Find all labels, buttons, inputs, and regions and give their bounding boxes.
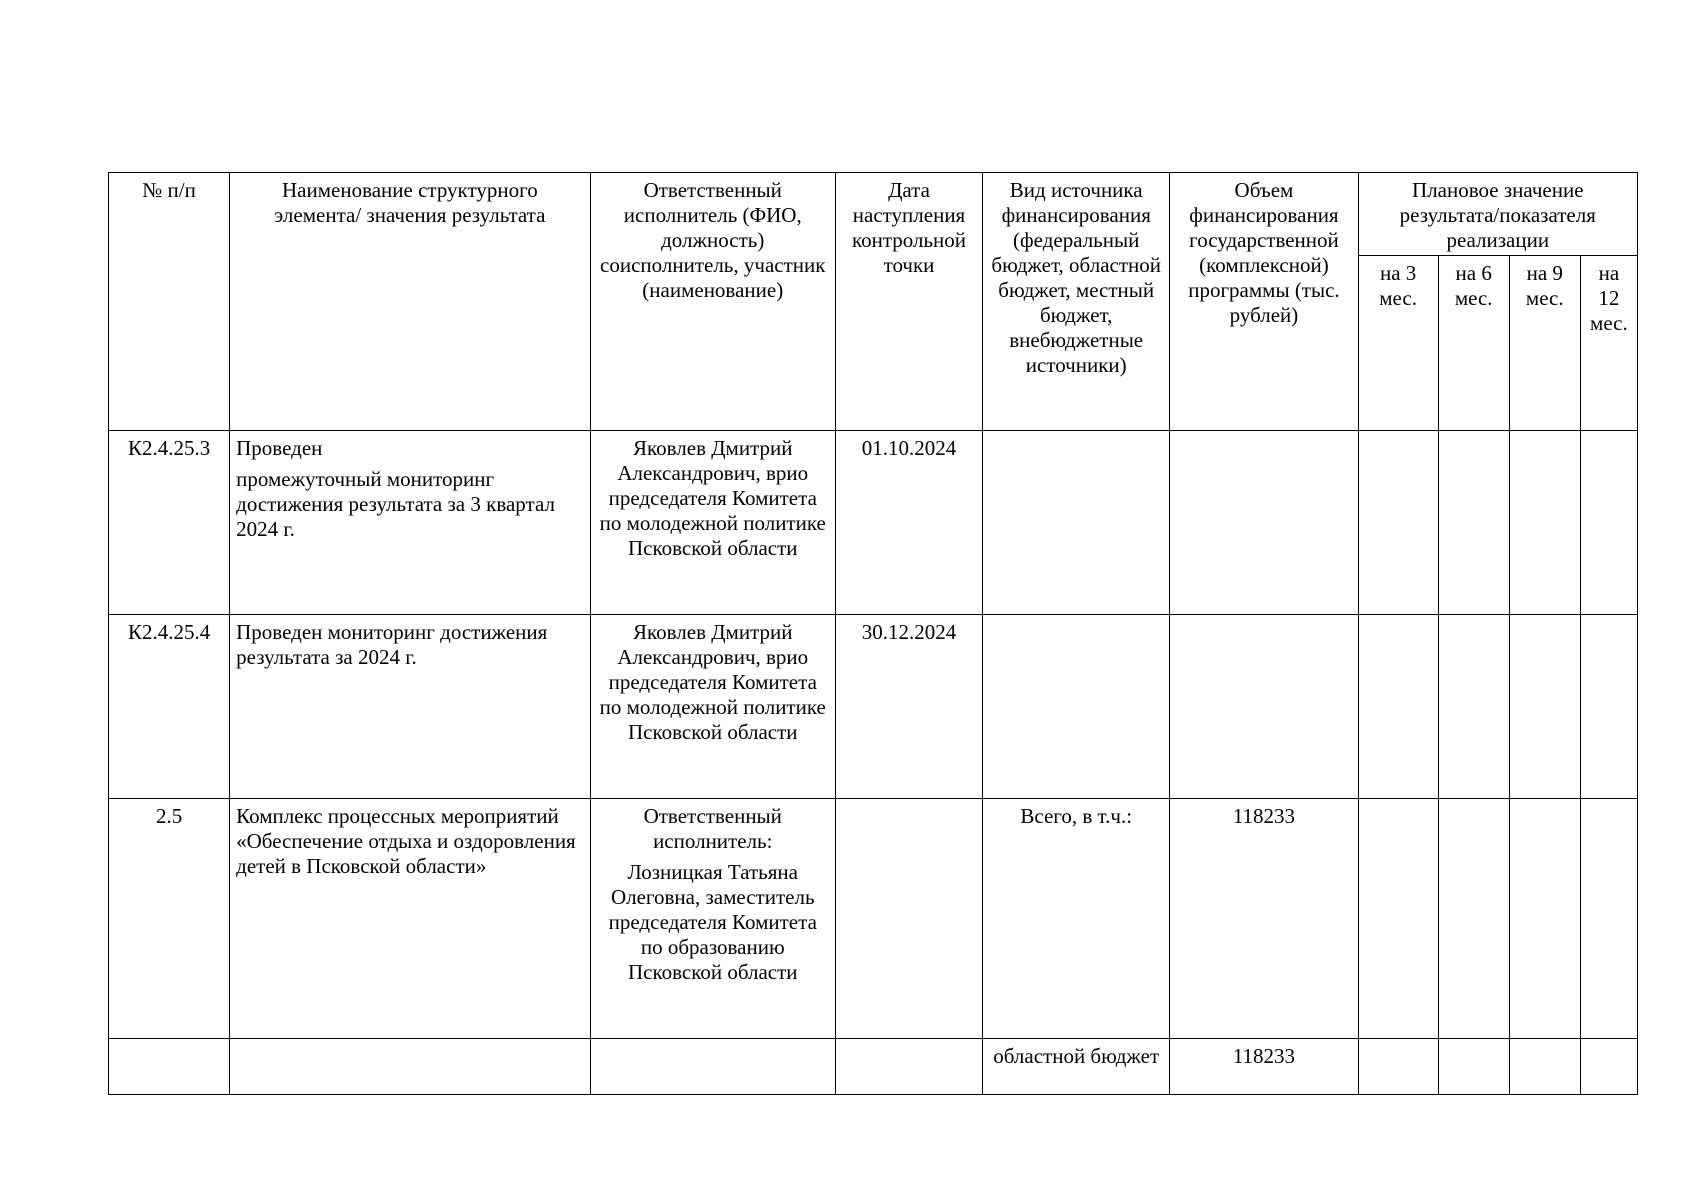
row-source: [983, 431, 1170, 615]
header-planned: Плановое значение результата/показателя реализации: [1358, 173, 1637, 256]
row-name-line2: промежуточный мониторинг достижения результата за 3 квартал 2024 г.: [236, 467, 555, 541]
row-q3: [1358, 1039, 1438, 1095]
table-header: [109, 173, 1638, 431]
responsible-label: Ответственный исполнитель:: [643, 804, 782, 853]
row-responsible: [590, 799, 835, 1039]
row-volume: 118233: [1170, 1039, 1358, 1095]
row-source: Всего, в т.ч.:: [983, 799, 1170, 1039]
plan-table: [108, 172, 1638, 1095]
row-num: К2.4.25.3: [109, 431, 230, 615]
row-q12: [1580, 1039, 1637, 1095]
row-source: областной бюджет: [983, 1039, 1170, 1095]
row-q9: [1509, 1039, 1580, 1095]
row-name: [230, 1039, 590, 1095]
row-source: [983, 615, 1170, 799]
header-num: № п/п: [109, 173, 230, 431]
row-q9: [1509, 431, 1580, 615]
row-date: [835, 799, 982, 1039]
row-q12: [1580, 431, 1637, 615]
row-q9: [1509, 799, 1580, 1039]
row-name: [230, 431, 590, 615]
table-row: [109, 1039, 1638, 1095]
header-name: Наименование структурного элемента/ значения результата: [230, 173, 590, 431]
table-row: [109, 799, 1638, 1039]
header-volume: Объем финансирования государственной (комплексной) программы (тыс. рублей): [1170, 173, 1358, 431]
row-date: 01.10.2024: [835, 431, 982, 615]
table-row: [109, 615, 1638, 799]
row-num: 2.5: [109, 799, 230, 1039]
row-q6: [1438, 615, 1509, 799]
row-volume: [1170, 431, 1358, 615]
header-row: [109, 173, 1638, 256]
row-q6: [1438, 799, 1509, 1039]
header-date: Дата наступления контрольной точки: [835, 173, 982, 431]
header-source: Вид источника финансирования (федеральный бюджет, областной бюджет, местный бюджет, внебюджетные источники): [983, 173, 1170, 431]
row-name-line1: Проведен: [236, 436, 323, 460]
row-responsible: Яковлев Дмитрий Александрович, врио председателя Комитета по молодежной политике Псковской области: [590, 431, 835, 615]
row-q6: [1438, 431, 1509, 615]
row-num: К2.4.25.4: [109, 615, 230, 799]
row-date: 30.12.2024: [835, 615, 982, 799]
table-row: [109, 431, 1638, 615]
row-q3: [1358, 799, 1438, 1039]
row-q12: [1580, 615, 1637, 799]
header-q12: на 12 мес.: [1580, 256, 1637, 431]
row-num: [109, 1039, 230, 1095]
row-q6: [1438, 1039, 1509, 1095]
header-responsible: Ответственный исполнитель (ФИО, должность) соисполнитель, участник (наименование): [590, 173, 835, 431]
responsible-person: Лозницкая Татьяна Олеговна, заместитель председателя Комитета по образованию Псковской области: [608, 860, 817, 984]
row-responsible: Яковлев Дмитрий Александрович, врио председателя Комитета по молодежной политике Псковской области: [590, 615, 835, 799]
header-q3: на 3 мес.: [1358, 256, 1438, 431]
row-date: [835, 1039, 982, 1095]
table-body: [109, 431, 1638, 1095]
row-name: Комплекс процессных мероприятий «Обеспечение отдыха и оздоровления детей в Псковской области»: [230, 799, 590, 1039]
row-q3: [1358, 431, 1438, 615]
row-q3: [1358, 615, 1438, 799]
row-volume: [1170, 615, 1358, 799]
row-q9: [1509, 615, 1580, 799]
row-q12: [1580, 799, 1637, 1039]
row-responsible: [590, 1039, 835, 1095]
row-name: Проведен мониторинг достижения результата за 2024 г.: [230, 615, 590, 799]
header-q9: на 9 мес.: [1509, 256, 1580, 431]
row-volume: 118233: [1170, 799, 1358, 1039]
header-q6: на 6 мес.: [1438, 256, 1509, 431]
